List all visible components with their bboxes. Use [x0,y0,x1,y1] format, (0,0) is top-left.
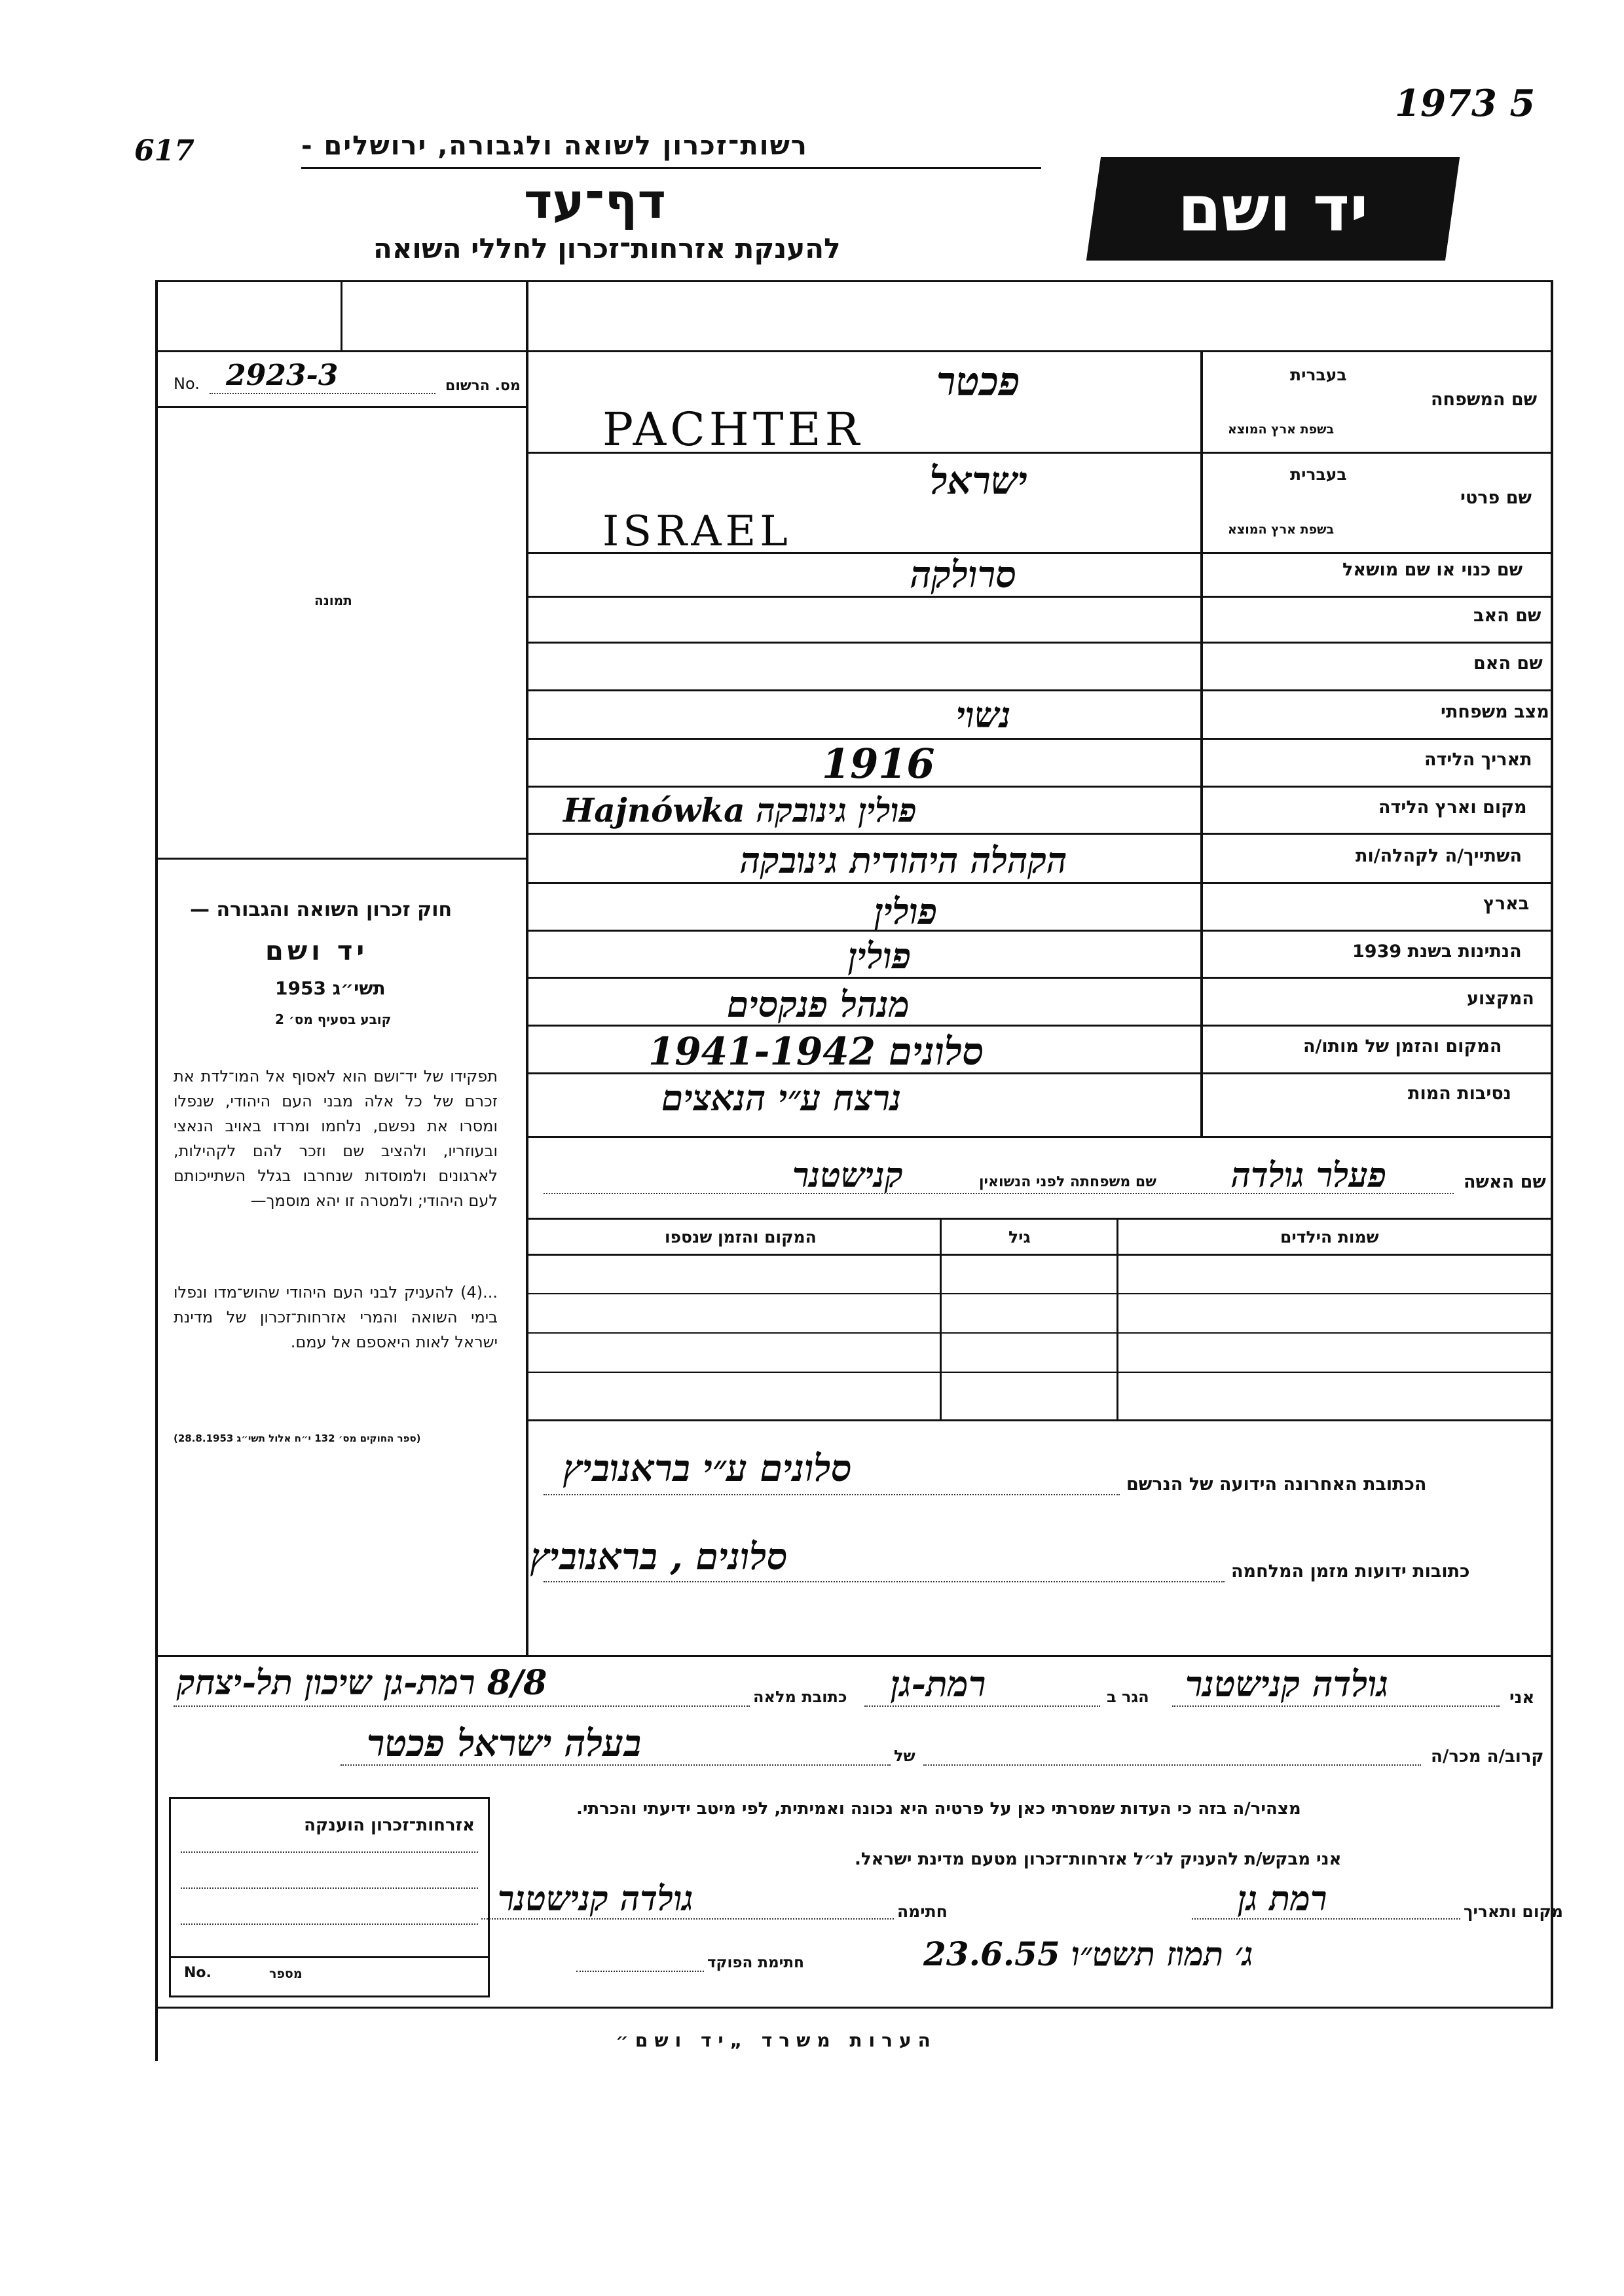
wife-value: פעלר גולדה [1231,1156,1387,1195]
row-rule [526,1136,1553,1138]
declarant-name-value: גולדה קנישטנר [1185,1663,1389,1705]
yad-vashem-logo [1086,157,1460,261]
row-rule [526,882,1553,884]
marital-value: נשוי [956,694,1011,736]
resides-label: הגר ב [1107,1688,1149,1706]
authority-underline [301,167,1041,169]
death-circumstances-value: נרצח ע״י הנאצים [661,1077,902,1119]
wife-line [544,1193,1454,1194]
surname-hebrew-value: פכטר [936,359,1020,405]
declaration-text: מצהיר/ה בזה כי העדות שמסרתי כאן על פרטיה היא נכונה ואמיתית, לפי מיטב ידיעתי והכרתי. [576,1799,1301,1819]
box-line [181,1851,478,1853]
last-address-line [544,1494,1120,1495]
mother-label: שם האם [1473,653,1543,674]
row-rule [526,977,1553,979]
citizenship-box-title: אזרחות־זכרון הוענקה [304,1815,475,1835]
frame-right-border [1551,280,1553,2009]
in-country-value: פולין [874,890,938,932]
wife-maiden-value: קנישטנר [792,1156,904,1195]
first-name-hebrew-value: ישראל [930,458,1028,503]
law-text-section-2 [174,1280,498,1355]
children-place-header: המקום והזמן שנספו [665,1228,817,1247]
law-title: חוק זכרון השואה והגבורה — [190,898,452,921]
citizenship-label: הנתינות בשנת 1939 [1352,941,1522,962]
birth-place-value: Hajnówka פולין גינובקה [563,791,917,829]
declarant-i-label: אני [1509,1688,1535,1707]
profession-value: מנהל פנקסים [727,983,910,1025]
form-title: דף־עד [524,173,666,230]
frame-top-border [155,280,1553,282]
surname-native-label: בשפת ארץ המוצא [1228,422,1335,437]
children-row-rule [526,1372,1553,1373]
city-value: רמת-גן [891,1663,986,1705]
row-rule [526,350,1553,352]
citizenship-granted-box [169,1797,490,1997]
left-column-divider [526,280,528,1655]
birth-date-label: תאריך הלידה [1424,750,1532,770]
last-address-label: הכתובת האחרונה הידועה של הנרשם [1126,1474,1427,1495]
relation-value: בעלה ישראל פכטר [367,1722,642,1765]
box-line [181,1923,478,1925]
birth-date-value: 1916 [822,740,935,788]
of-label: של [894,1747,915,1765]
law-text-section-1 [174,1064,498,1213]
first-name-native-label: בשפת ארץ המוצא [1228,522,1335,537]
row-rule [526,786,1553,788]
first-name-hebrew-label: בעברית [1290,465,1347,484]
left-rule [155,350,528,352]
wartime-address-label: כתובות ידועות מזמן המלחמה [1231,1561,1470,1582]
official-signature-label: חתימת הפוקד [707,1954,804,1971]
law-paragraph-1: תפקידו של יד־ושם הוא לאסוף אל המו־לדת את זכרם של כל אלה מבני העם היהודי, שנפלו ומסרו את נפשם, נלחמו ומרדו באויב הנאצי ובעוזריו, ולהציב שם וזכר להם לקהילות, לארגונים ולמוסדות שנחרבו בגלל השתייכותם לעם היהודי; ולמטרה זו יהא מוסמך— [174,1067,498,1210]
top-left-number: 617 [134,134,194,168]
box-no-label: No. [184,1965,212,1981]
form-subtitle: להענקת אזרחות־זכרון לחללי השואה [373,232,841,264]
box-number-label: מספר [269,1967,303,1981]
surname-hebrew-label: בעברית [1290,365,1347,384]
marital-label: מצב משפחתי [1441,702,1549,722]
relative-label: קרוב/ה מכר/ה [1431,1747,1544,1766]
declarant-signature: גולדה קנישטנר [498,1879,693,1919]
in-country-label: בארץ [1483,894,1530,914]
left-rule [155,406,528,408]
top-right-stamp-number: 1973 5 [1395,82,1536,125]
registration-number: 2923-3 [226,359,339,392]
law-source: (ספר החוקים מס׳ 132 י״ח אלול תשי״ג 28.8.1953) [174,1432,421,1444]
children-table-bottom [526,1419,1553,1421]
first-name-label: שם פרטי [1460,488,1532,508]
wife-label: שם האשה [1464,1172,1546,1192]
law-clause: קובע בסעיף מס׳ 2 [275,1011,392,1027]
father-label: שם האב [1473,606,1541,626]
street-line [174,1705,750,1707]
official-signature-line [576,1971,704,1972]
wife-maiden-label: שם משפחתה לפני הנשואין [979,1174,1156,1190]
profession-label: המקצוע [1467,989,1534,1009]
children-col-divider [1116,1218,1118,1421]
wartime-address-line [544,1581,1225,1582]
label-column-divider [1200,350,1203,1136]
children-row-rule [526,1293,1553,1294]
row-rule [526,833,1553,835]
children-row-rule [526,1332,1553,1334]
frame-left-border [155,280,158,2061]
wartime-address-value: סלונים , בראנוביץ [530,1535,788,1578]
relative-line [923,1764,1421,1766]
law-year: תשי״ג 1953 [275,977,386,999]
citizenship-value: פולין [848,935,912,977]
children-header-rule [526,1254,1553,1256]
death-place-value: סלונים 1941-1942 [648,1029,984,1074]
row-rule [526,642,1553,644]
registration-label: מס. הרשום [445,378,521,394]
row-rule [526,596,1553,598]
law-name: יד ושם [265,936,369,966]
row-rule [526,930,1553,932]
date-value: ג׳ תמוז תשט״ו 23.6.55 [923,1935,1253,1973]
community-label: השתייך/ה לקהלה/ות [1356,846,1522,866]
declaration-top-rule [155,1655,1553,1657]
death-circumstances-label: נסיבות המות [1408,1084,1511,1104]
request-text: אני מבקש/ת להעניק לנ״ל אזרחות־זכרון מטעם מדינת ישראל. [855,1850,1342,1869]
signature-label: חתימה [897,1902,948,1921]
full-address-label: כתובת מלאה [753,1688,847,1706]
row-rule [526,689,1553,691]
last-address-value: סלונים ע״י בראנוביץ [563,1447,852,1490]
registration-no-label: No. [174,374,200,393]
nickname-value: סרולקה [910,553,1017,596]
death-place-label: המקום והזמן של מותו/ה [1303,1036,1502,1057]
row-rule [526,738,1553,740]
yad-vashem-office-notes: הערות משרד „יד ושם״ [616,2030,937,2051]
city-line [864,1705,1100,1707]
header-strip-divider [341,280,342,350]
logo-text: יד ושם [1177,172,1369,246]
left-rule [155,858,528,860]
place-value: רמת גן [1238,1879,1327,1919]
community-value: הקהלה היהודית גינובקה [740,839,1067,881]
first-name-native-value: ISRAEL [602,507,792,556]
nickname-label: שם כנוי או שם מושאל [1342,560,1523,580]
surname-label: שם המשפחה [1431,390,1538,410]
box-divider [171,1956,488,1958]
declarant-name-line [1172,1705,1500,1707]
law-paragraph-2: ...(4) להעניק לבני העם היהודי שהוש־מדו ונפלו בימי השואה והמרי אזרחות־זכרון של מדינת ישראל לאות היאספם אל עמם. [174,1283,498,1351]
row-rule [526,1025,1553,1027]
place-date-label: מקום ותאריך [1464,1902,1563,1921]
children-col-divider [940,1218,942,1421]
photo-label: תמונה [314,592,352,608]
children-age-header: גיל [1008,1228,1031,1247]
box-line [181,1887,478,1889]
row-rule [526,1218,1553,1220]
birth-place-label: מקום וארץ הלידה [1378,797,1527,818]
registration-line [210,393,435,394]
declaration-bottom-rule [155,2007,1553,2009]
children-names-header: שמות הילדים [1280,1228,1379,1247]
authority-name: רשות־זכרון לשואה ולגבורה, ירושלים - [301,131,808,161]
street-value: 8/8 רמת-גן שיכון תל-יצחק [177,1663,547,1703]
surname-native-value: PACHTER [602,403,864,456]
